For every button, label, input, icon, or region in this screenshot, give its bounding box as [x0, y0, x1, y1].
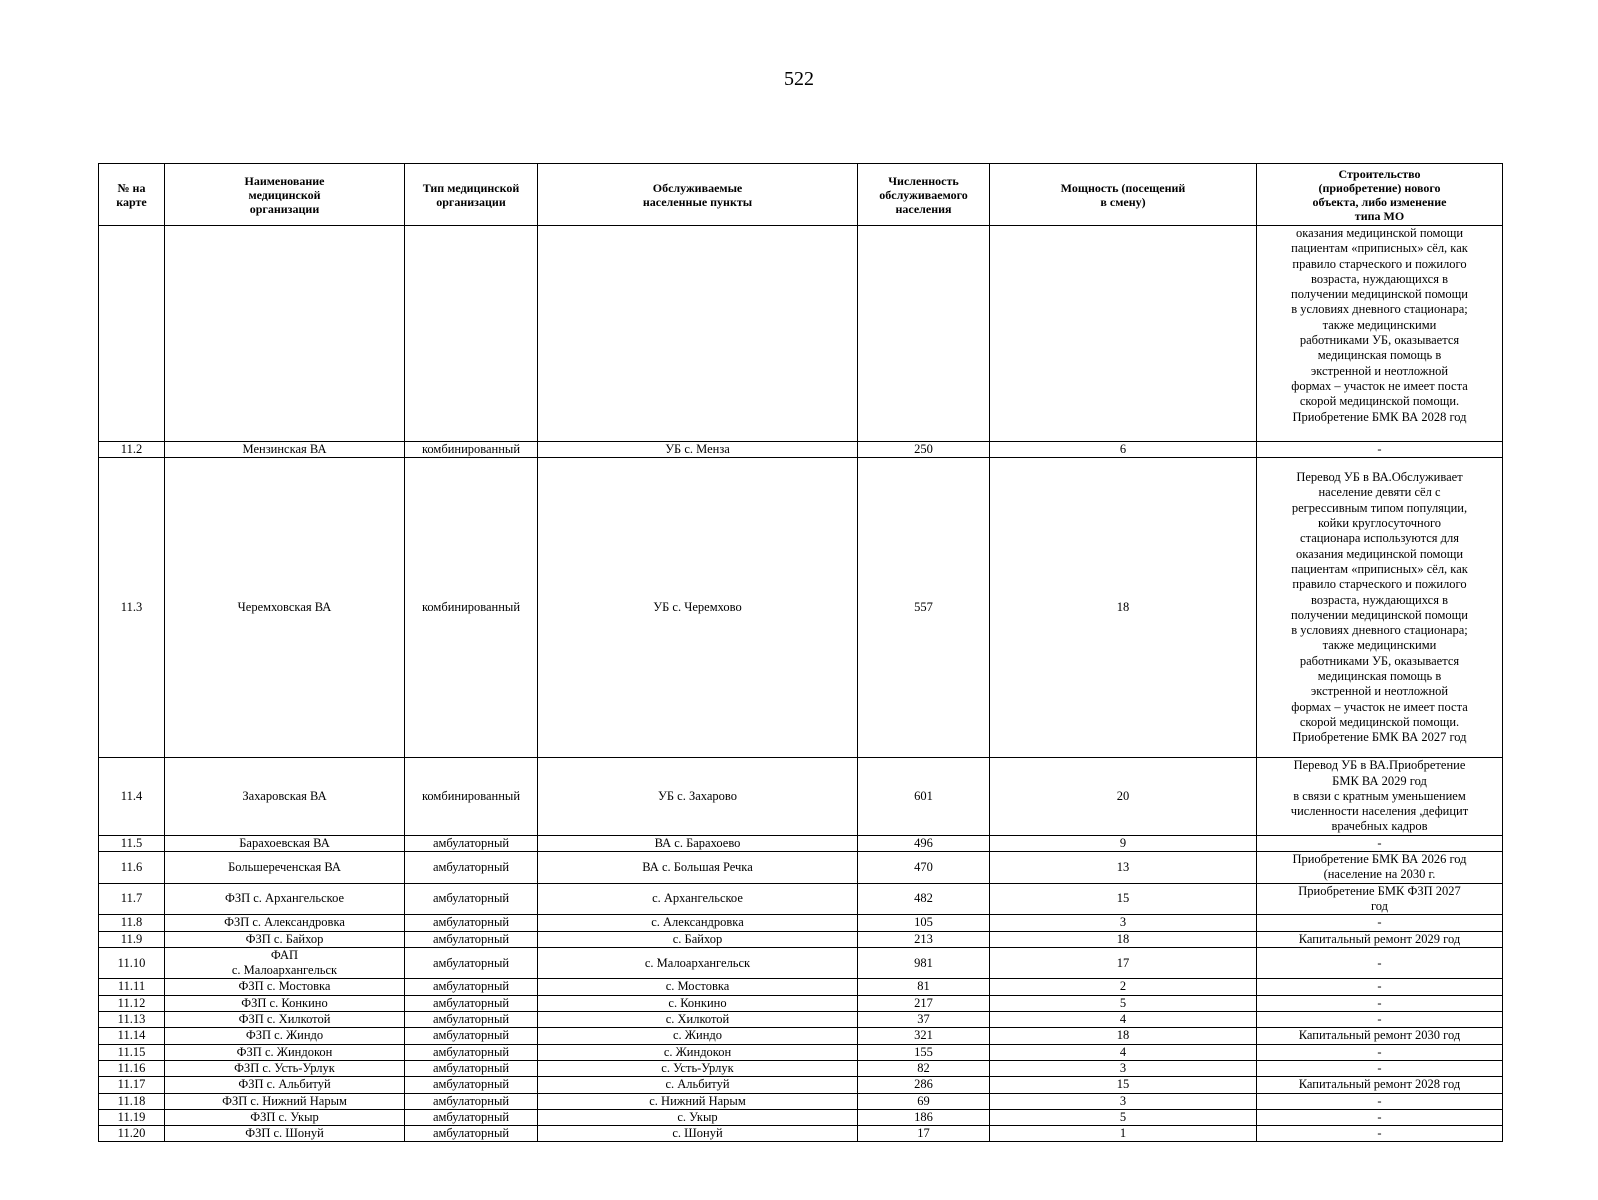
- cell-organization-type: амбулаторный: [405, 1126, 538, 1142]
- cell-map-number: [99, 226, 165, 442]
- cell-map-number: 11.7: [99, 883, 165, 915]
- cell-capacity: 5: [990, 995, 1257, 1011]
- cell-map-number: 11.6: [99, 852, 165, 884]
- table-body: [99, 226, 1503, 1142]
- cell-organization-type: амбулаторный: [405, 979, 538, 995]
- cell-organization-type: амбулаторный: [405, 995, 538, 1011]
- cell-organization-name: ФЗП с. Усть-Урлук: [165, 1060, 405, 1076]
- table-row: [99, 835, 1503, 851]
- cell-map-number: 11.4: [99, 758, 165, 835]
- cell-organization-type: амбулаторный: [405, 1012, 538, 1028]
- header-organization-name: Наименование медицинской организации: [165, 164, 405, 226]
- cell-map-number: 11.18: [99, 1093, 165, 1109]
- cell-population: 286: [858, 1077, 990, 1093]
- cell-served-settlements: ВА с. Барахоево: [538, 835, 858, 851]
- cell-served-settlements: с. Архангельское: [538, 883, 858, 915]
- cell-organization-name: ФЗП с. Байхор: [165, 931, 405, 947]
- cell-served-settlements: с. Хилкотой: [538, 1012, 858, 1028]
- cell-organization-name: Барахоевская ВА: [165, 835, 405, 851]
- cell-capacity: 9: [990, 835, 1257, 851]
- cell-served-settlements: УБ с. Захарово: [538, 758, 858, 835]
- table-row: [99, 931, 1503, 947]
- table-row: [99, 758, 1503, 835]
- cell-construction-note: Капитальный ремонт 2030 год: [1257, 1028, 1503, 1044]
- cell-organization-type: амбулаторный: [405, 835, 538, 851]
- table-row: [99, 1044, 1503, 1060]
- cell-population: 105: [858, 915, 990, 931]
- cell-map-number: 11.13: [99, 1012, 165, 1028]
- cell-served-settlements: с. Мостовка: [538, 979, 858, 995]
- cell-organization-name: ФЗП с. Конкино: [165, 995, 405, 1011]
- cell-served-settlements: с. Александровка: [538, 915, 858, 931]
- cell-capacity: 18: [990, 1028, 1257, 1044]
- cell-organization-type: амбулаторный: [405, 1077, 538, 1093]
- cell-capacity: 5: [990, 1109, 1257, 1125]
- cell-organization-name: Большереченская ВА: [165, 852, 405, 884]
- cell-served-settlements: с. Жиндо: [538, 1028, 858, 1044]
- cell-served-settlements: с. Укыр: [538, 1109, 858, 1125]
- cell-organization-name: ФЗП с. Шонуй: [165, 1126, 405, 1142]
- table-row: [99, 1012, 1503, 1028]
- cell-organization-type: комбинированный: [405, 758, 538, 835]
- cell-population: 17: [858, 1126, 990, 1142]
- cell-capacity: 18: [990, 458, 1257, 758]
- cell-capacity: 15: [990, 1077, 1257, 1093]
- table-row: [99, 442, 1503, 458]
- cell-capacity: 3: [990, 915, 1257, 931]
- cell-population: 155: [858, 1044, 990, 1060]
- cell-organization-name: ФЗП с. Александровка: [165, 915, 405, 931]
- cell-map-number: 11.16: [99, 1060, 165, 1076]
- cell-capacity: 3: [990, 1060, 1257, 1076]
- cell-population: 186: [858, 1109, 990, 1125]
- cell-served-settlements: с. Конкино: [538, 995, 858, 1011]
- cell-map-number: 11.19: [99, 1109, 165, 1125]
- cell-organization-name: ФЗП с. Мостовка: [165, 979, 405, 995]
- cell-population: 496: [858, 835, 990, 851]
- cell-capacity: 2: [990, 979, 1257, 995]
- cell-organization-type: амбулаторный: [405, 931, 538, 947]
- cell-map-number: 11.5: [99, 835, 165, 851]
- cell-capacity: 18: [990, 931, 1257, 947]
- cell-map-number: 11.10: [99, 947, 165, 979]
- cell-served-settlements: с. Нижний Нарым: [538, 1093, 858, 1109]
- cell-capacity: 3: [990, 1093, 1257, 1109]
- cell-organization-name: ФАП с. Малоархангельск: [165, 947, 405, 979]
- cell-organization-type: комбинированный: [405, 442, 538, 458]
- cell-capacity: 4: [990, 1044, 1257, 1060]
- cell-construction-note: оказания медицинской помощи пациентам «приписных» сёл, как правило старческого и пожилого возраста, нуждающихся в получении медицинской помощи в условиях дневного стационара; также медицинскими работниками УБ, оказывается медицинская помощь в экстренной и неотложной формах – участок не имеет поста скорой медицинской помощи. Приобретение БМК ВА 2028 год: [1257, 226, 1503, 442]
- table-row: [99, 1060, 1503, 1076]
- cell-organization-type: амбулаторный: [405, 915, 538, 931]
- cell-map-number: 11.12: [99, 995, 165, 1011]
- cell-population: 482: [858, 883, 990, 915]
- cell-construction-note: -: [1257, 835, 1503, 851]
- table-row: [99, 852, 1503, 884]
- cell-construction-note: -: [1257, 947, 1503, 979]
- cell-population: 217: [858, 995, 990, 1011]
- cell-construction-note: -: [1257, 1044, 1503, 1060]
- cell-organization-type: амбулаторный: [405, 947, 538, 979]
- cell-organization-name: ФЗП с. Жиндокон: [165, 1044, 405, 1060]
- cell-map-number: 11.14: [99, 1028, 165, 1044]
- cell-organization-type: [405, 226, 538, 442]
- page-number: 522: [784, 68, 814, 90]
- cell-organization-type: амбулаторный: [405, 1109, 538, 1125]
- cell-served-settlements: УБ с. Менза: [538, 442, 858, 458]
- cell-construction-note: -: [1257, 1012, 1503, 1028]
- cell-construction-note: Приобретение БМК ФЗП 2027 год: [1257, 883, 1503, 915]
- cell-map-number: 11.9: [99, 931, 165, 947]
- cell-capacity: 6: [990, 442, 1257, 458]
- header-population: Численность обслуживаемого населения: [858, 164, 990, 226]
- cell-population: 470: [858, 852, 990, 884]
- cell-population: 37: [858, 1012, 990, 1028]
- cell-organization-name: [165, 226, 405, 442]
- cell-organization-type: амбулаторный: [405, 1060, 538, 1076]
- table-header-row: [99, 164, 1503, 226]
- cell-construction-note: -: [1257, 442, 1503, 458]
- cell-organization-name: ФЗП с. Архангельское: [165, 883, 405, 915]
- cell-organization-name: Захаровская ВА: [165, 758, 405, 835]
- table-row: [99, 1126, 1503, 1142]
- cell-construction-note: Перевод УБ в ВА.Приобретение БМК ВА 2029 год в связи с кратным уменьшением численности населения ,дефицит врачебных кадров: [1257, 758, 1503, 835]
- cell-organization-name: ФЗП с. Укыр: [165, 1109, 405, 1125]
- header-construction-note: Строительство (приобретение) нового объекта, либо изменение типа МО: [1257, 164, 1503, 226]
- cell-served-settlements: [538, 226, 858, 442]
- table-row: [99, 458, 1503, 758]
- cell-map-number: 11.20: [99, 1126, 165, 1142]
- cell-capacity: 1: [990, 1126, 1257, 1142]
- cell-map-number: 11.15: [99, 1044, 165, 1060]
- cell-capacity: 20: [990, 758, 1257, 835]
- cell-organization-name: Мензинская ВА: [165, 442, 405, 458]
- cell-population: 69: [858, 1093, 990, 1109]
- cell-map-number: 11.2: [99, 442, 165, 458]
- cell-capacity: 17: [990, 947, 1257, 979]
- cell-population: 557: [858, 458, 990, 758]
- cell-population: 213: [858, 931, 990, 947]
- table-row: [99, 947, 1503, 979]
- cell-served-settlements: с. Шонуй: [538, 1126, 858, 1142]
- cell-population: 250: [858, 442, 990, 458]
- cell-construction-note: -: [1257, 1060, 1503, 1076]
- cell-served-settlements: с. Усть-Урлук: [538, 1060, 858, 1076]
- header-map-number: № на карте: [99, 164, 165, 226]
- cell-organization-type: амбулаторный: [405, 1093, 538, 1109]
- medical-organizations-table: [98, 163, 1503, 1142]
- cell-population: [858, 226, 990, 442]
- cell-map-number: 11.11: [99, 979, 165, 995]
- table-row: [99, 979, 1503, 995]
- table-row: [99, 1077, 1503, 1093]
- cell-capacity: [990, 226, 1257, 442]
- cell-construction-note: -: [1257, 1109, 1503, 1125]
- cell-served-settlements: с. Малоархангельск: [538, 947, 858, 979]
- cell-population: 82: [858, 1060, 990, 1076]
- cell-construction-note: Капитальный ремонт 2028 год: [1257, 1077, 1503, 1093]
- cell-organization-name: ФЗП с. Хилкотой: [165, 1012, 405, 1028]
- cell-organization-type: амбулаторный: [405, 852, 538, 884]
- cell-organization-type: амбулаторный: [405, 1028, 538, 1044]
- cell-construction-note: Приобретение БМК ВА 2026 год (население на 2030 г.: [1257, 852, 1503, 884]
- cell-organization-type: комбинированный: [405, 458, 538, 758]
- cell-construction-note: -: [1257, 995, 1503, 1011]
- cell-construction-note: -: [1257, 915, 1503, 931]
- cell-served-settlements: ВА с. Большая Речка: [538, 852, 858, 884]
- table-row: [99, 226, 1503, 442]
- cell-population: 981: [858, 947, 990, 979]
- cell-served-settlements: с. Байхор: [538, 931, 858, 947]
- cell-organization-type: амбулаторный: [405, 883, 538, 915]
- cell-served-settlements: с. Жиндокон: [538, 1044, 858, 1060]
- cell-capacity: 15: [990, 883, 1257, 915]
- table-row: [99, 1109, 1503, 1125]
- cell-capacity: 13: [990, 852, 1257, 884]
- cell-population: 321: [858, 1028, 990, 1044]
- table-row: [99, 915, 1503, 931]
- table-row: [99, 995, 1503, 1011]
- cell-map-number: 11.3: [99, 458, 165, 758]
- cell-organization-name: Черемховская ВА: [165, 458, 405, 758]
- header-capacity: Мощность (посещений в смену): [990, 164, 1257, 226]
- cell-construction-note: -: [1257, 979, 1503, 995]
- cell-population: 81: [858, 979, 990, 995]
- cell-organization-type: амбулаторный: [405, 1044, 538, 1060]
- header-organization-type: Тип медицинской организации: [405, 164, 538, 226]
- cell-served-settlements: УБ с. Черемхово: [538, 458, 858, 758]
- header-served-settlements: Обслуживаемые населенные пункты: [538, 164, 858, 226]
- cell-organization-name: ФЗП с. Жиндо: [165, 1028, 405, 1044]
- cell-served-settlements: с. Альбитуй: [538, 1077, 858, 1093]
- cell-organization-name: ФЗП с. Альбитуй: [165, 1077, 405, 1093]
- table-row: [99, 883, 1503, 915]
- cell-map-number: 11.8: [99, 915, 165, 931]
- table-row: [99, 1028, 1503, 1044]
- cell-construction-note: -: [1257, 1093, 1503, 1109]
- cell-capacity: 4: [990, 1012, 1257, 1028]
- cell-map-number: 11.17: [99, 1077, 165, 1093]
- table-row: [99, 1093, 1503, 1109]
- cell-construction-note: Перевод УБ в ВА.Обслуживает население девяти сёл с регрессивным типом популяции, койки круглосуточного стационара используются для оказания медицинской помощи пациентам «приписных» сёл, как правило старческого и пожилого возраста, нуждающихся в получении медицинской помощи в условиях дневного стационара; также медицинскими работниками УБ, оказывается медицинская помощь в экстренной и неотложной формах – участок не имеет поста скорой медицинской помощи. Приобретение БМК ВА 2027 год: [1257, 458, 1503, 758]
- cell-construction-note: Капитальный ремонт 2029 год: [1257, 931, 1503, 947]
- cell-organization-name: ФЗП с. Нижний Нарым: [165, 1093, 405, 1109]
- cell-construction-note: -: [1257, 1126, 1503, 1142]
- cell-population: 601: [858, 758, 990, 835]
